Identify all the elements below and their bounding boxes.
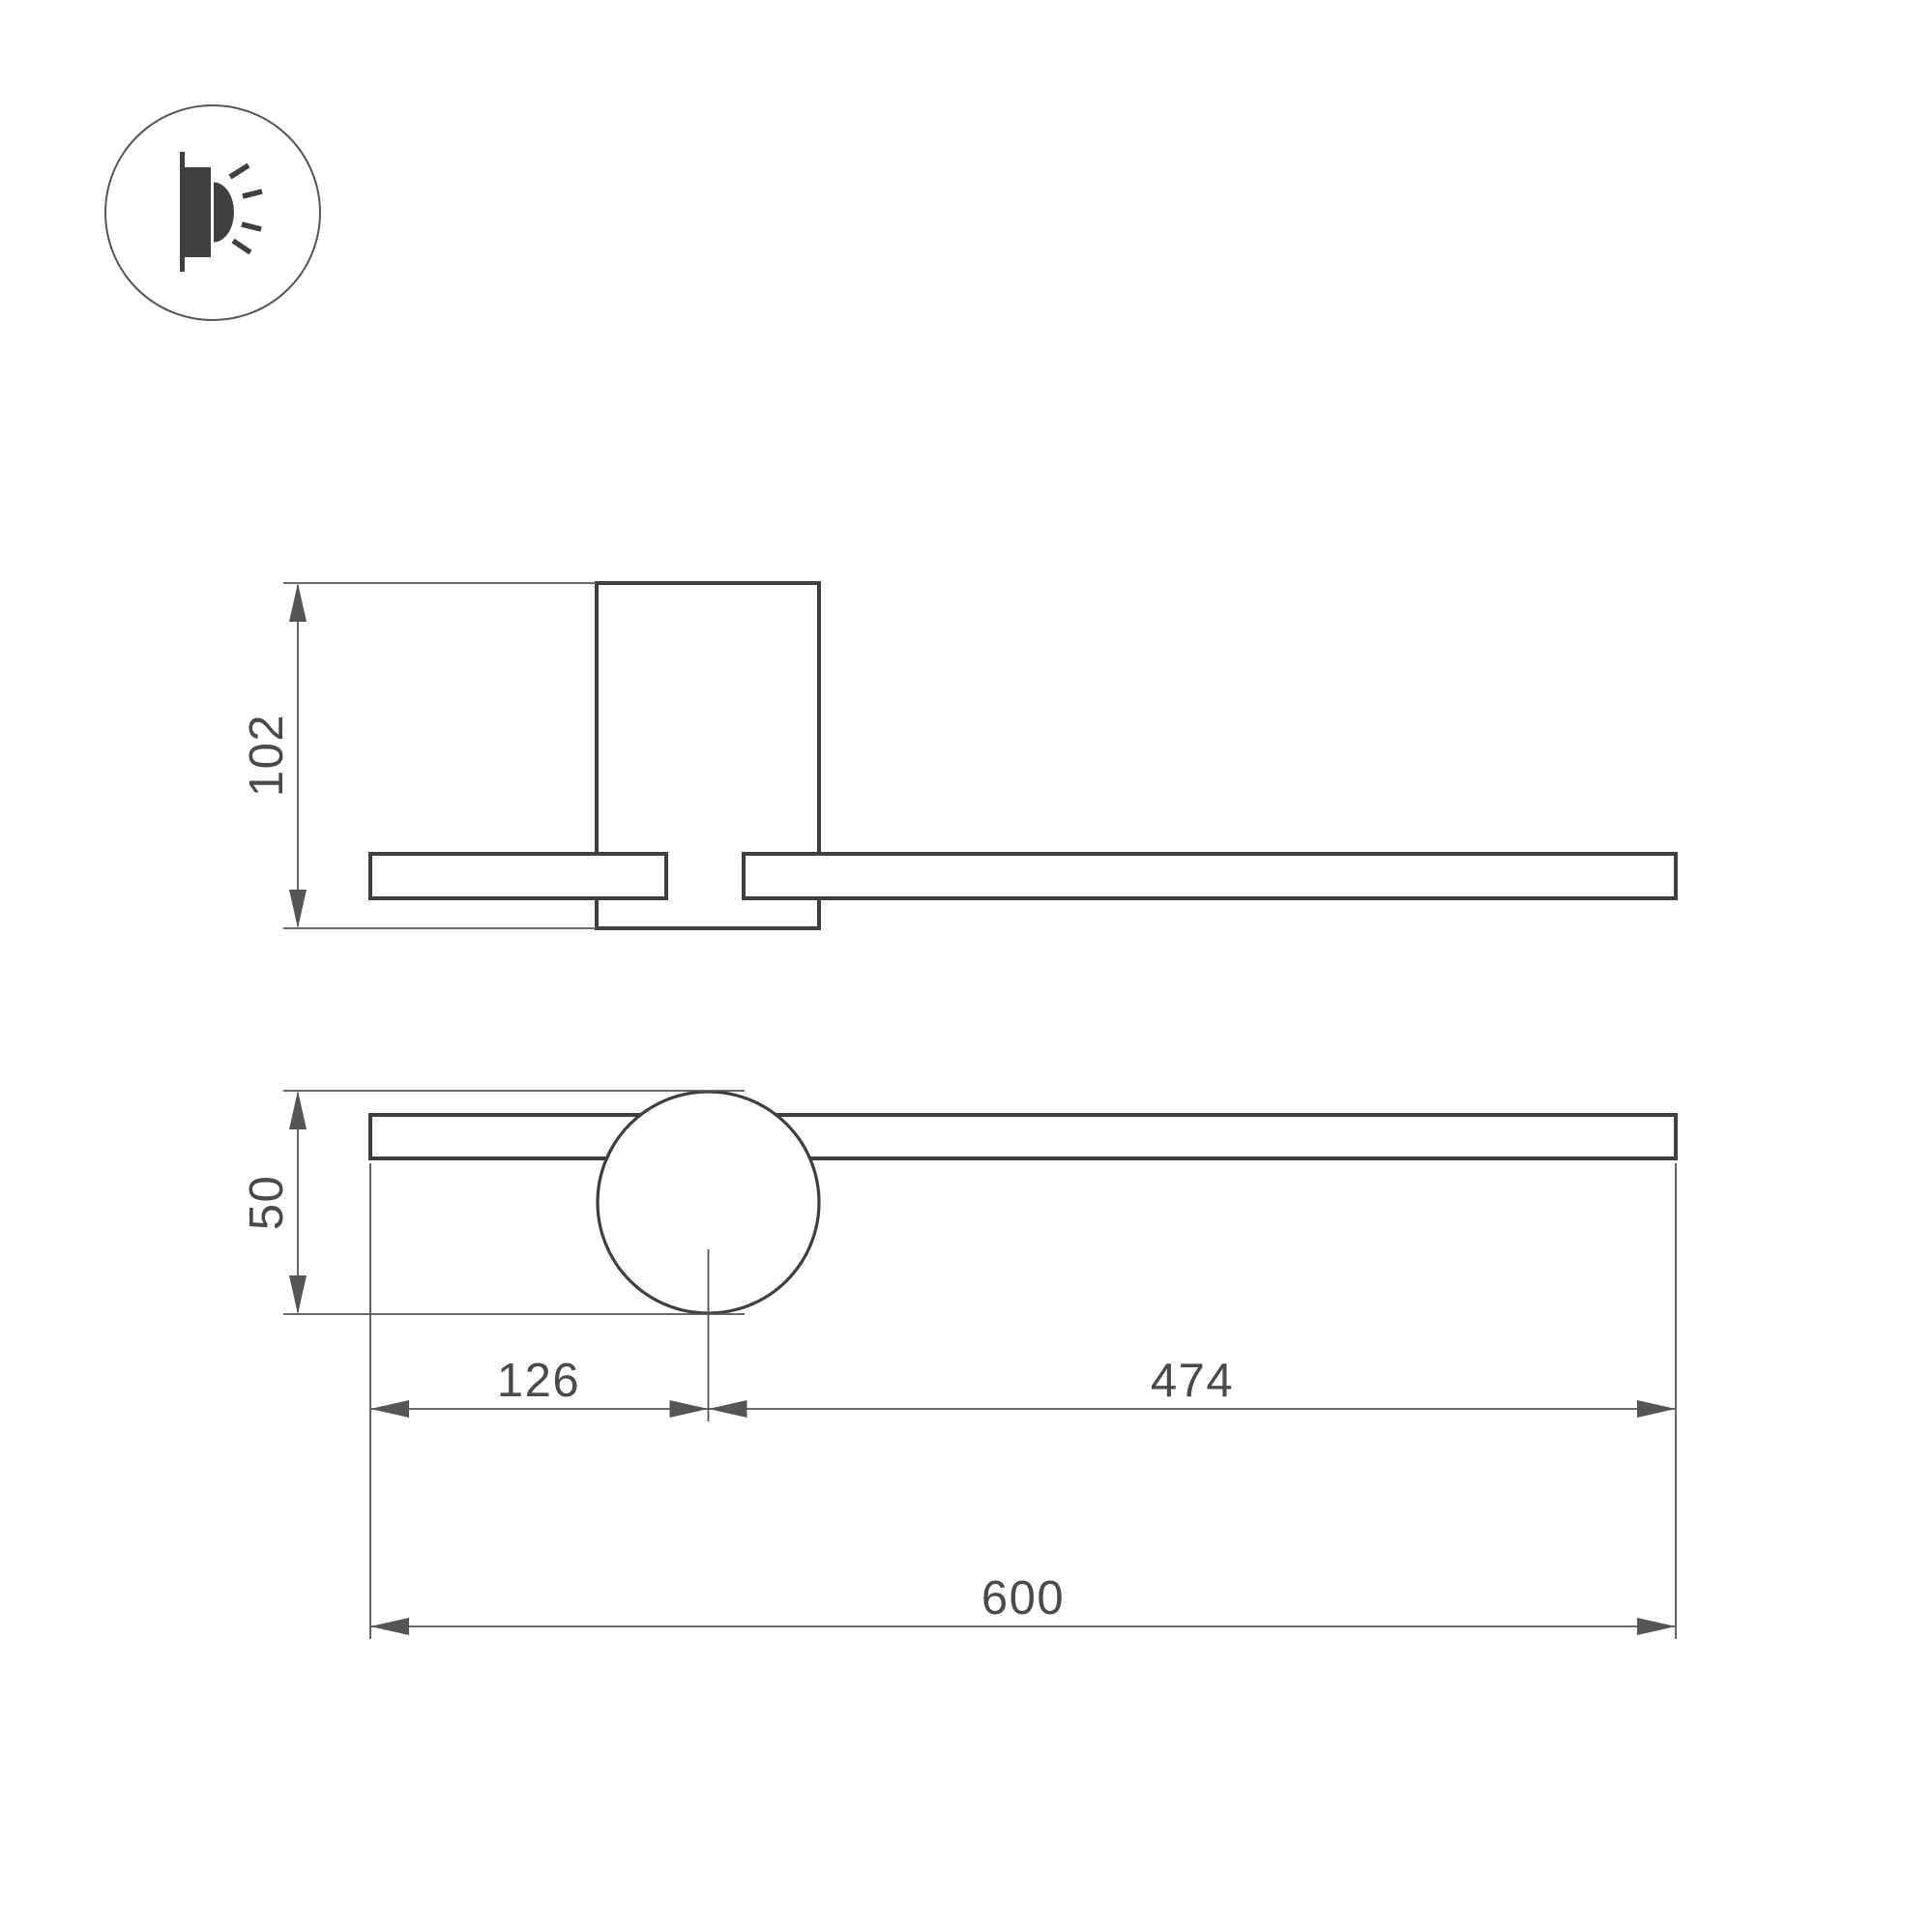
light-ray-icon <box>243 191 262 196</box>
light-ray-icon <box>230 165 249 177</box>
arrow-right-icon <box>670 1400 709 1418</box>
dimension-label-diameter: 50 <box>241 1174 293 1231</box>
arrow-right-icon <box>1637 1400 1676 1418</box>
icon-wall-line <box>180 152 185 272</box>
side-view <box>241 583 1676 928</box>
icon-circle-border <box>105 105 320 320</box>
dimension-offsets <box>370 1163 1676 1639</box>
arrow-down-icon <box>289 890 307 928</box>
dimension-label-height: 102 <box>241 713 293 798</box>
light-ray-icon <box>242 224 261 229</box>
arrow-up-icon <box>289 1091 307 1129</box>
arrow-right-icon <box>1637 1618 1676 1635</box>
side-view-arm-left <box>370 854 666 898</box>
icon-light-dome <box>214 183 234 243</box>
arrow-up-icon <box>289 583 307 622</box>
dimension-label-total: 600 <box>981 1572 1066 1625</box>
light-ray-icon <box>233 241 250 252</box>
arrow-left-icon <box>370 1400 409 1418</box>
front-view <box>241 1091 1676 1639</box>
side-view-arm-right <box>744 854 1676 898</box>
dimension-total-length <box>370 1572 1676 1635</box>
dimension-label-offset-left: 126 <box>496 1355 581 1407</box>
dimension-label-offset-right: 474 <box>1150 1355 1235 1407</box>
icon-lamp-body <box>185 167 211 257</box>
arrow-left-icon <box>370 1618 409 1635</box>
icon-light-rays <box>230 165 262 252</box>
wall-light-icon <box>105 105 320 320</box>
arrow-left-icon <box>709 1400 747 1418</box>
front-view-arm <box>370 1115 1676 1158</box>
arrow-down-icon <box>289 1275 307 1314</box>
